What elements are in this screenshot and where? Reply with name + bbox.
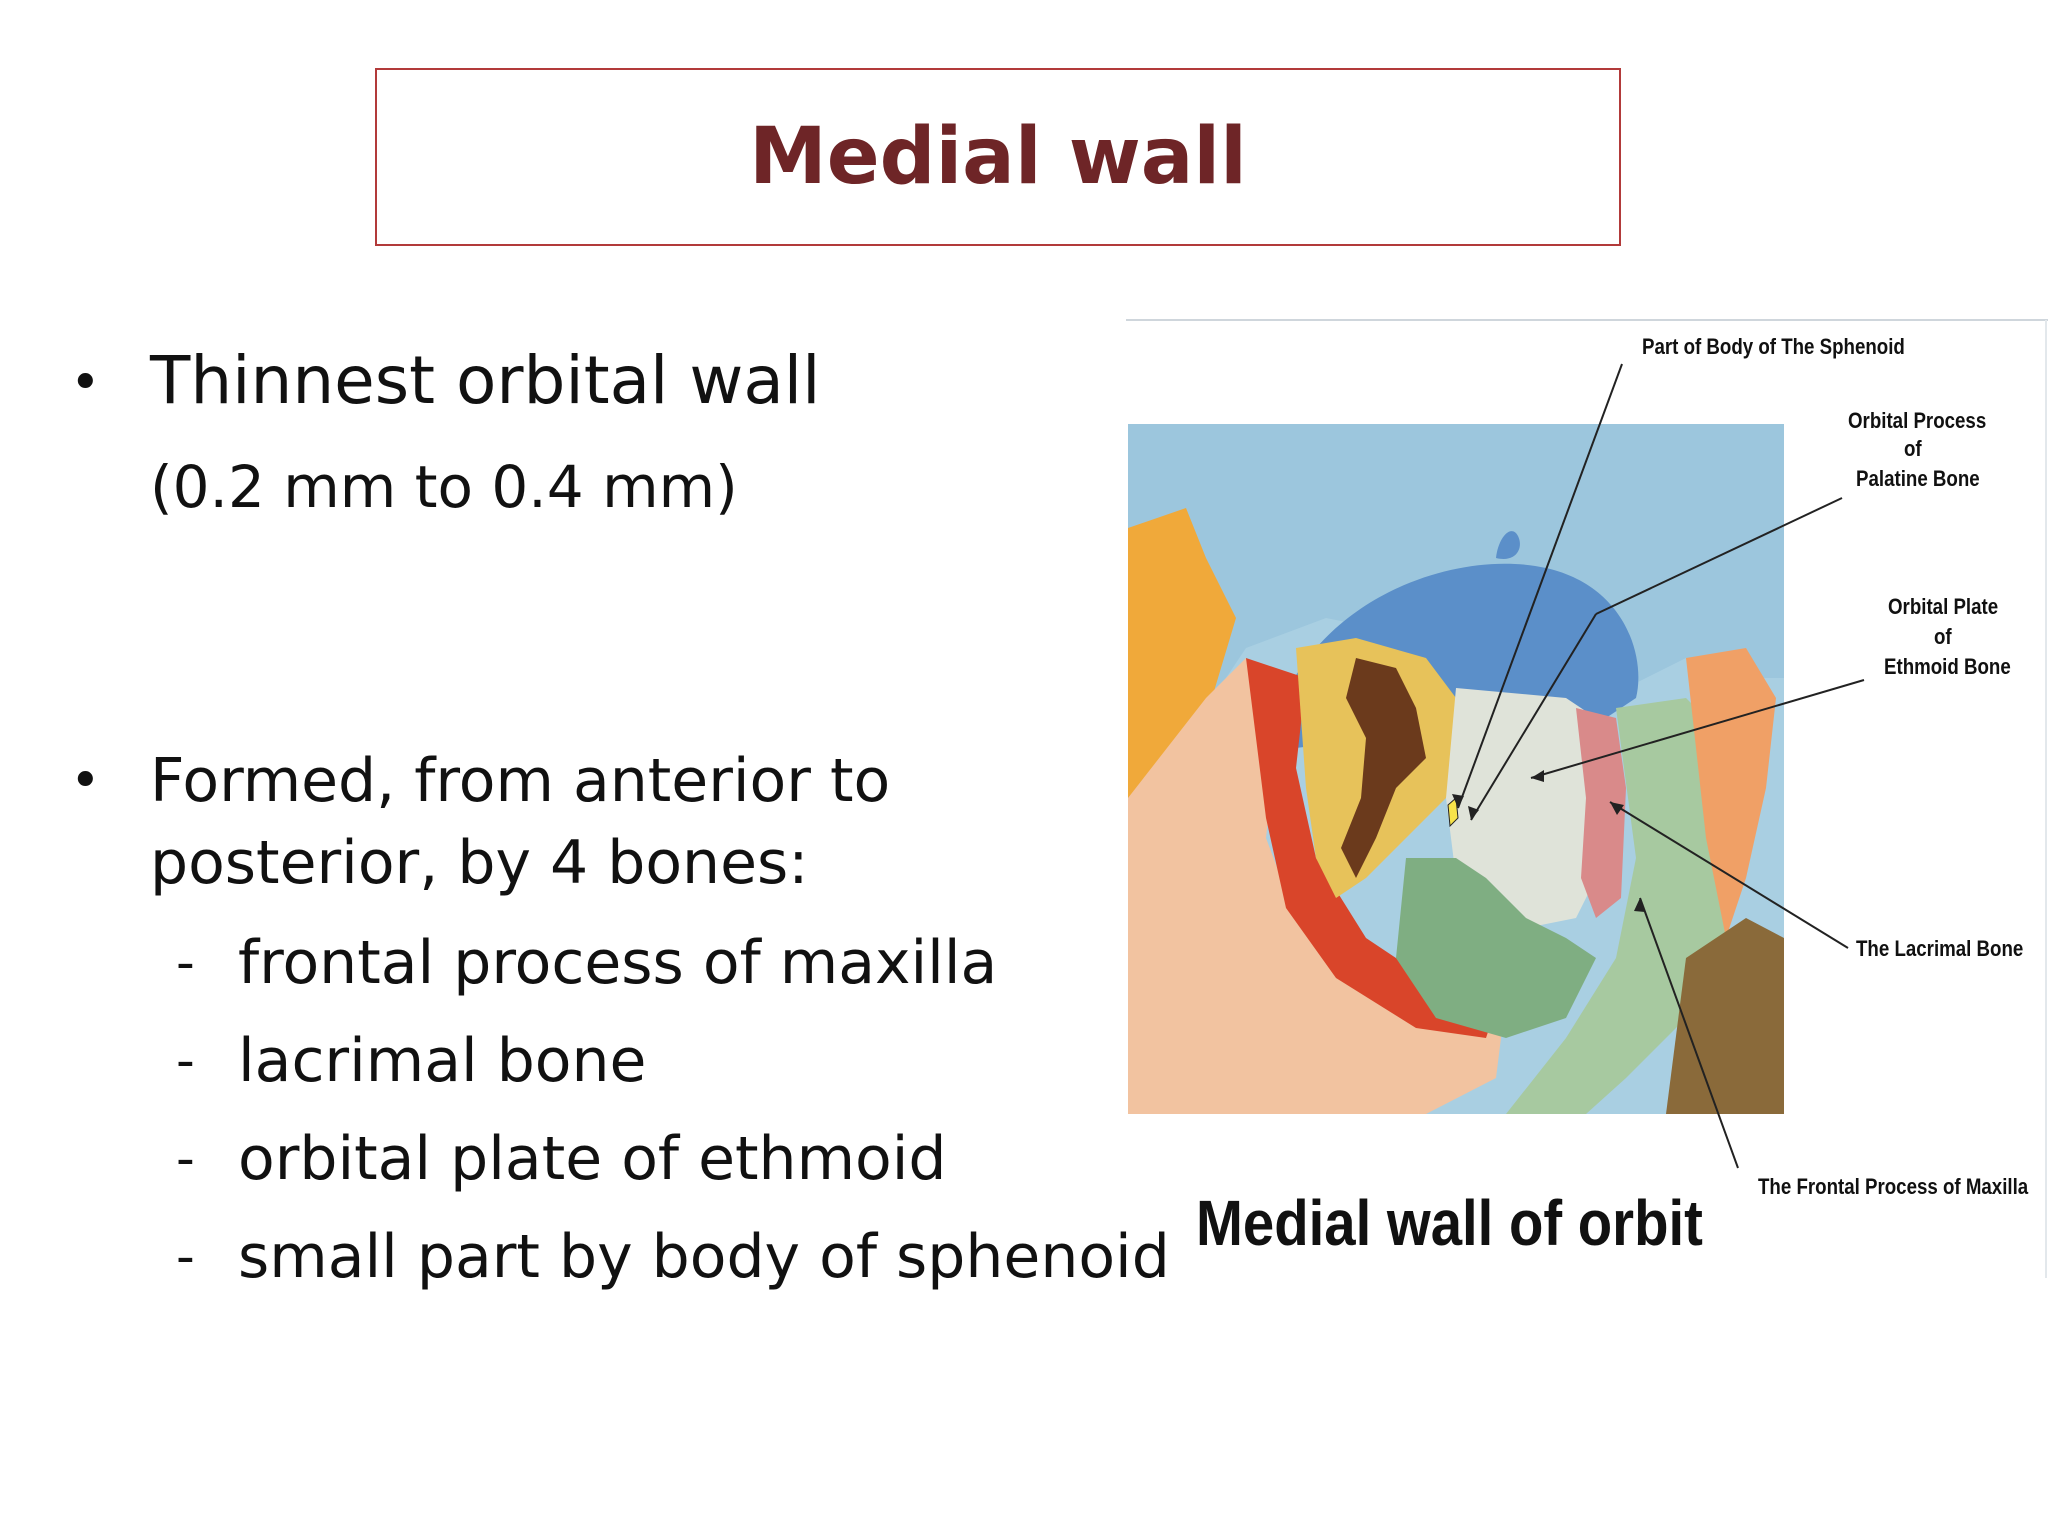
bullet-marker-2: • (70, 751, 101, 811)
dash-marker-1: - (176, 933, 195, 993)
label-ethmoid-line-3: Ethmoid Bone (1884, 654, 2011, 679)
bone-item-1: frontal process of maxilla (238, 928, 998, 998)
anatomy-drawing (1128, 424, 1784, 1114)
label-palatine-line-1: Orbital Process (1848, 408, 1987, 433)
figure-caption: Medial wall of orbit (1196, 1187, 1703, 1259)
label-sphenoid: Part of Body of The Sphenoid (1642, 334, 1905, 359)
label-ethmoid-line-2: of (1934, 624, 1952, 649)
title-box (375, 68, 1621, 246)
label-frontal-process-maxilla: The Frontal Process of Maxilla (1758, 1174, 2029, 1199)
bullet-2-line-2: posterior, by 4 bones: (150, 828, 809, 898)
bullet-1-text: Thinnest orbital wall (150, 342, 821, 419)
bone-item-4: small part by body of sphenoid (238, 1222, 1170, 1292)
bullet-1-subtext: (0.2 mm to 0.4 mm) (150, 453, 738, 521)
label-palatine-line-3: Palatine Bone (1856, 466, 1980, 491)
medial-wall-figure (1126, 318, 2048, 1278)
bullet-2-line-1: Formed, from anterior to (150, 746, 891, 816)
bone-item-3: orbital plate of ethmoid (238, 1124, 947, 1194)
dash-marker-4: - (176, 1227, 195, 1287)
label-lacrimal: The Lacrimal Bone (1856, 936, 2024, 961)
dash-marker-3: - (176, 1129, 195, 1189)
label-ethmoid-line-1: Orbital Plate (1888, 594, 1999, 619)
label-palatine-line-2: of (1904, 436, 1922, 461)
bone-item-2: lacrimal bone (238, 1026, 647, 1096)
slide-title: Medial wall (749, 112, 1247, 202)
dash-marker-2: - (176, 1031, 195, 1091)
bullet-marker-1: • (70, 353, 101, 413)
